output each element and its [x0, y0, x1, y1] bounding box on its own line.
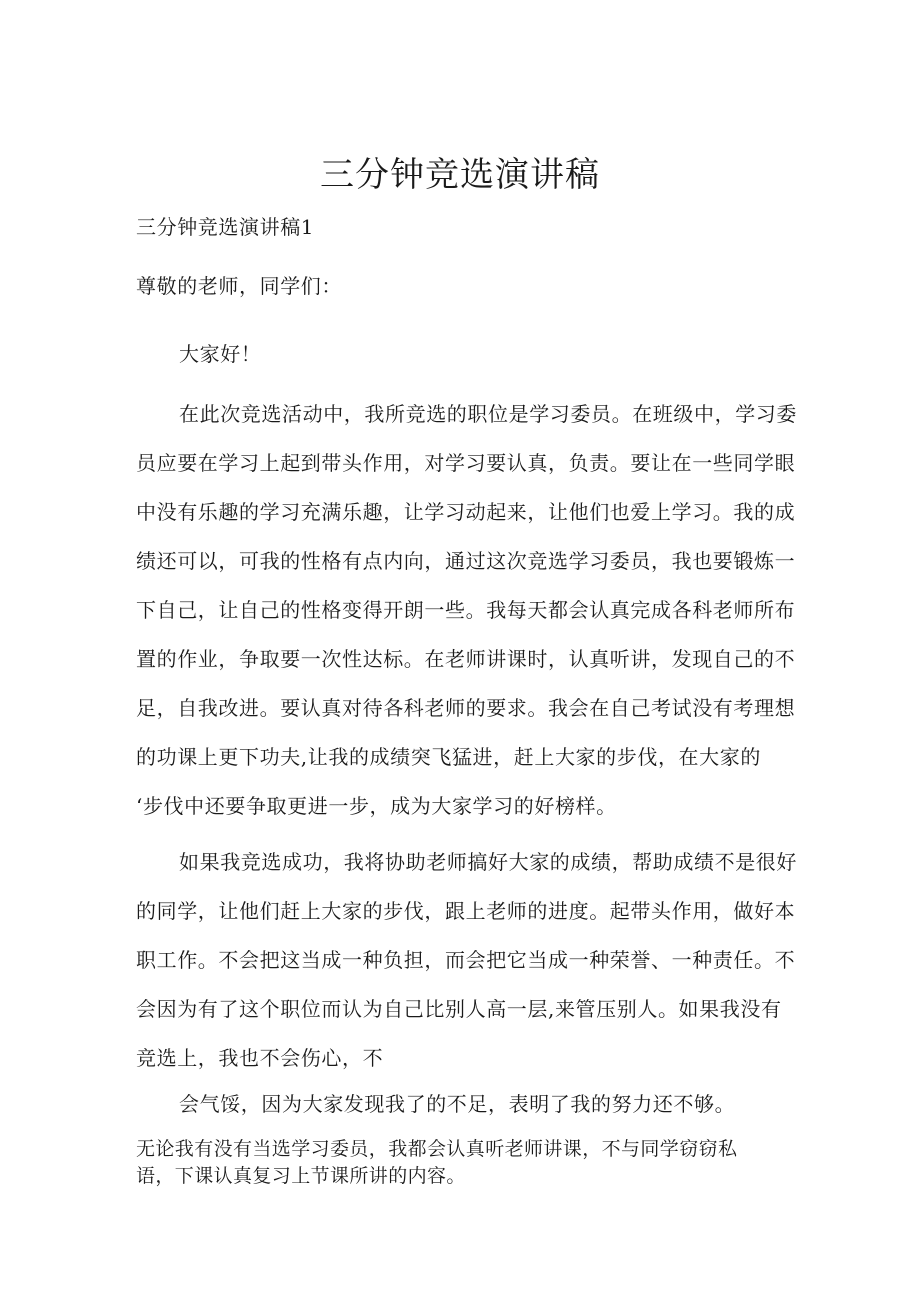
- paragraph-line: 竞选上，我也不会伤心，不: [136, 1046, 384, 1070]
- document-subtitle: 三分钟竞选演讲稿1: [136, 215, 315, 239]
- paragraph-line: 员应要在学习上起到带头作用，对学习要认真，负责。要让在一些同学眼: [136, 451, 796, 475]
- greeting-line: 尊敬的老师，同学们：: [136, 274, 342, 298]
- paragraph-line: 职工作。不会把这当成一种负担，而会把它当成一种荣誉、一种责任。不: [136, 948, 796, 972]
- paragraph-line: 如果我竞选成功，我将协助老师搞好大家的成绩，帮助成绩不是很好: [179, 850, 797, 874]
- document-title: 三分钟竞选演讲稿: [320, 155, 600, 195]
- paragraph-3: [136, 1136, 786, 1190]
- paragraph-line: 中没有乐趣的学习充满乐趣，让学习动起来，让他们也爱上学习。我的成: [136, 500, 796, 524]
- paragraph-line: 足，自我改进。要认真对待各科老师的要求。我会在自己考试没有考理想: [136, 696, 796, 720]
- paragraph-line: 在此次竞选活动中，我所竞选的职位是学习委员。在班级中，学习委: [179, 402, 797, 426]
- paragraph-2: [136, 838, 797, 1083]
- paragraph-2-tail: 会气馁，因为大家发现我了的不足，表明了我的努力还不够。: [179, 1092, 736, 1116]
- paragraph-line: 的功课上更下功夫,让我的成绩突飞猛进，赶上大家的步伐，在大家的: [136, 745, 761, 769]
- paragraph-line: 无论我有没有当选学习委员，我都会认真听老师讲课，不与同学窃窃私: [136, 1138, 738, 1160]
- paragraph-line: 会因为有了这个职位而认为自己比别人高一层,来管压别人。如果我没有: [136, 997, 782, 1021]
- hello-line: 大家好！: [179, 342, 262, 366]
- paragraph-line: 语，下课认真复习上节课所讲的内容。: [136, 1165, 466, 1187]
- paragraph-line: 的同学，让他们赶上大家的步伐，跟上老师的进度。起带头作用，做好本: [136, 899, 796, 923]
- paragraph-line: 绩还可以，可我的性格有点内向，通过这次竞选学习委员，我也要锻炼一: [136, 549, 796, 573]
- paragraph-1: [136, 390, 797, 831]
- paragraph-line: 置的作业，争取要一次性达标。在老师讲课时，认真听讲，发现自己的不: [136, 647, 796, 671]
- paragraph-line: 下自己，让自己的性格变得开朗一些。我每天都会认真完成各科老师所布: [136, 598, 796, 622]
- paragraph-line: ‘步伐中还要争取更进一步，成为大家学习的好榜样。: [136, 794, 617, 818]
